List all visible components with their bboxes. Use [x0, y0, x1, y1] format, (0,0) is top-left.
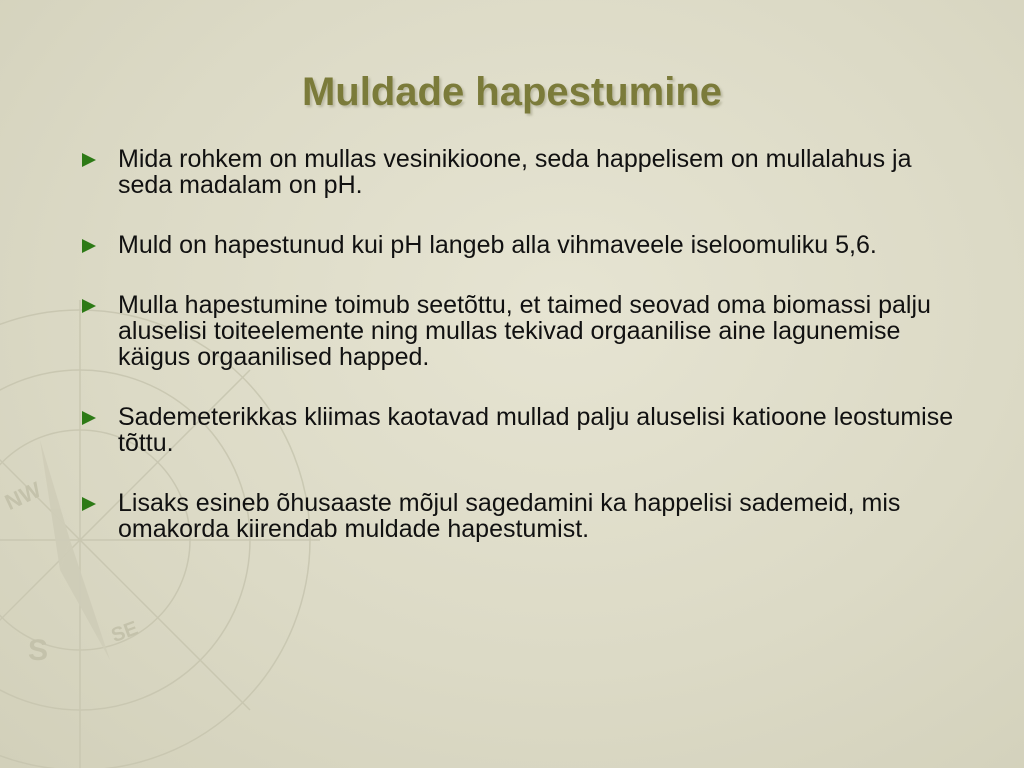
compass-letter-s: S	[28, 634, 49, 667]
triangle-bullet-icon	[82, 411, 96, 425]
slide-title: Muldade hapestumine	[301, 70, 723, 114]
bullet-list	[80, 146, 960, 576]
triangle-bullet-icon	[82, 153, 96, 167]
bullet-item	[80, 232, 960, 258]
triangle-bullet-icon	[82, 497, 96, 511]
bullet-text: Mida rohkem on mullas vesinikioone, seda happelisem on mullalahus ja seda madalam on pH.	[118, 145, 912, 199]
bullet-text: Sademeterikkas kliimas kaotavad mullad palju aluselisi katioone leostumise tõttu.	[118, 403, 954, 457]
bullet-text: Mulla hapestumine toimub seetõttu, et taimed seovad oma biomassi palju aluselisi toiteelemente ning mullas tekivad orgaanilise aine lagunemise käigus orgaanilised happed.	[118, 291, 931, 371]
triangle-bullet-icon	[82, 299, 96, 313]
bullet-item	[80, 404, 960, 456]
bullet-item	[80, 146, 960, 198]
compass-letter-se: SE	[108, 617, 141, 648]
bullet-text: Muld on hapestunud kui pH langeb alla vihmaveele iseloomuliku 5,6.	[118, 231, 877, 259]
bullet-item	[80, 292, 960, 370]
bullet-text: Lisaks esineb õhusaaste mõjul sagedamini ka happelisi sademeid, mis omakorda kiirendab muldade hapestumist.	[118, 489, 901, 543]
triangle-bullet-icon	[82, 239, 96, 253]
compass-letter-nw: NW	[0, 476, 45, 515]
bullet-item	[80, 490, 960, 542]
